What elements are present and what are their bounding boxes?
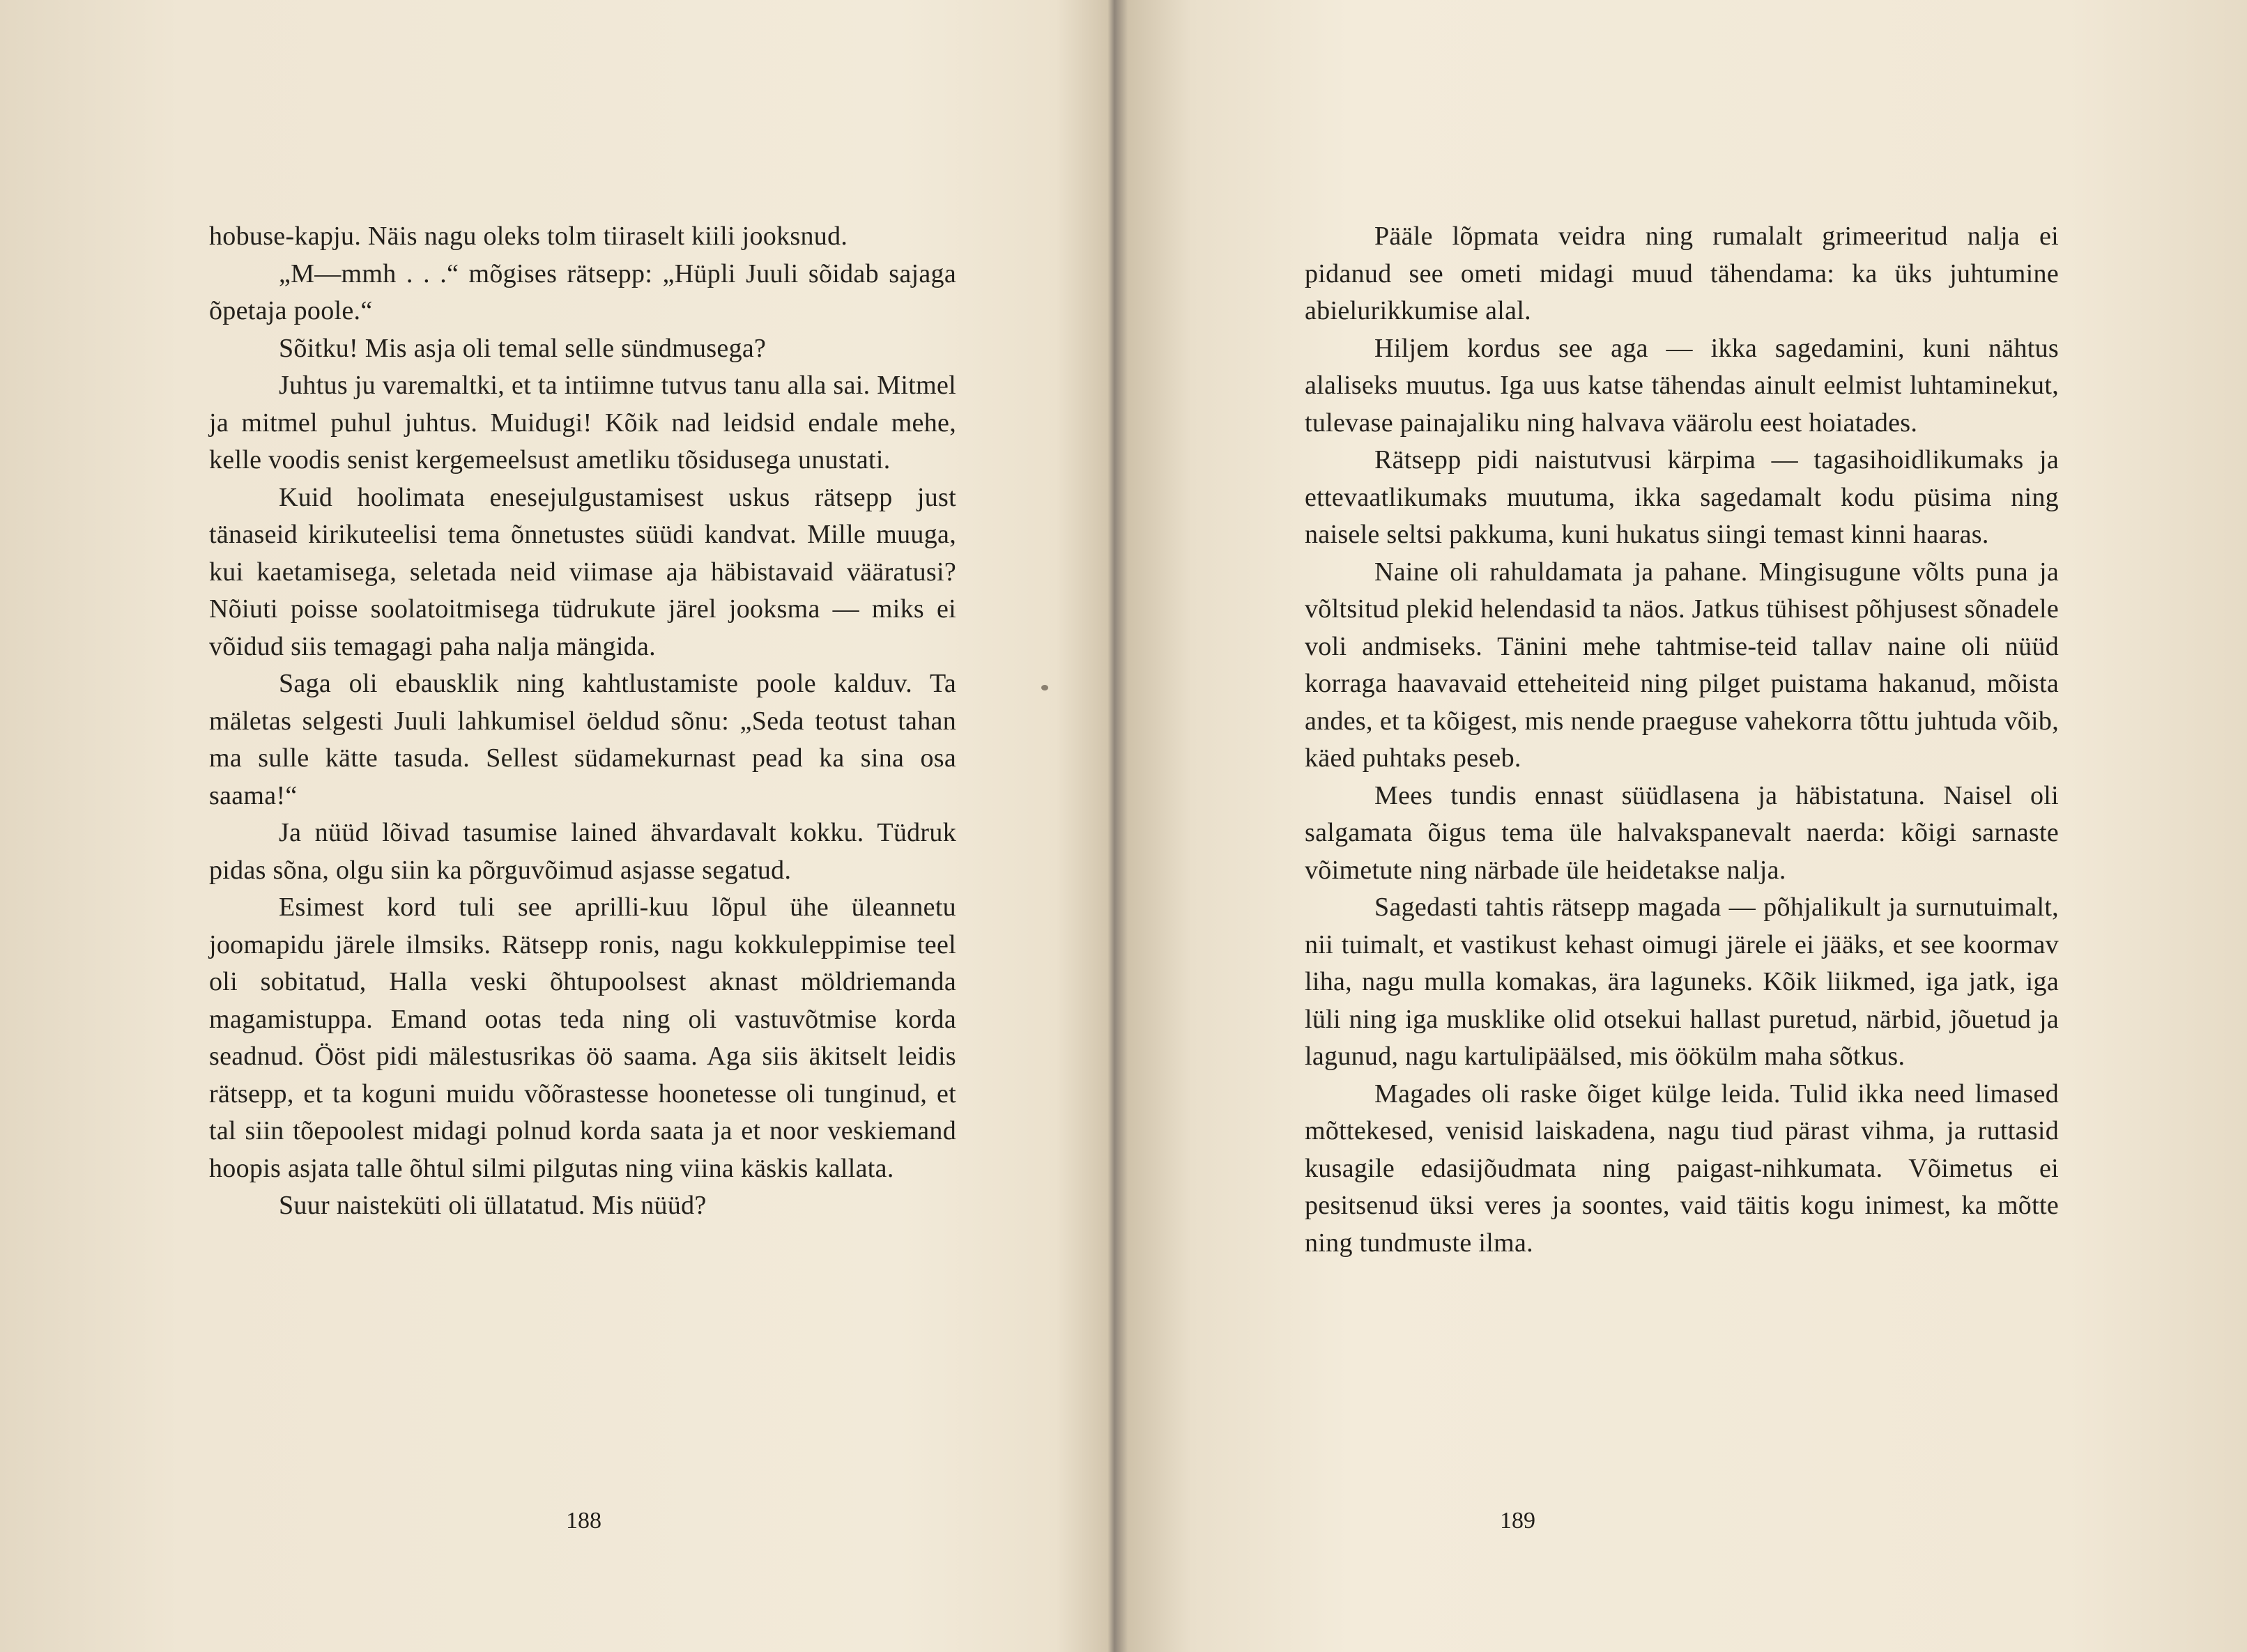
paragraph: Sagedasti tahtis rätsepp magada — põhjalikult ja surnutuimalt, nii tuimalt, et vastikust kehast oimugi järele ei jääks, et see koormav liha, nagu mulla komakas, ära laguneks. Kõik liikmed, iga jatk, iga lüli ning iga musklike olid otsekui hallast puretud, närbid, jõuetud ja lagunud, nagu kartulipäälsed, mis öökülm maha sõtkus. xyxy=(1305,893,2059,1071)
paragraph: Rätsepp pidi naistutvusi kärpima — tagasihoidlikumaks ja ettevaatlikumaks muutuma, ikka sagedamalt kodu püsima ning naisele seltsi pakkuma, kuni hukatus siingi temast kinni haaras. xyxy=(1305,445,2059,549)
right-page-text xyxy=(1305,218,2059,1262)
paragraph: Kuid hoolimata enesejulgustamisest uskus rätsepp just tänaseid kirikuteelisi tema õnnetustes süüdi kandvat. Mille muuga, kui kaetamisega, seletada neid viimase aja häbistavaid vääratusi? Nõiuti poisse soolatoitmisega tüdrukute järel jooksma — miks ei võidud siis temagagi paha nalja mängida. xyxy=(209,482,956,661)
ink-speck xyxy=(1041,685,1048,690)
paragraph: Mees tundis ennast süüdlasena ja häbistatuna. Naisel oli salgamata õigus tema üle halvakspanevalt naerda: kõigi sarnaste võimetute ning närbade üle heidetakse nalja. xyxy=(1305,780,2059,885)
paragraph: Sõitku! Mis asja oli temal selle sündmusega? xyxy=(279,333,767,363)
paragraph: Hiljem kordus see aga — ikka sagedamini, kuni nähtus alaliseks muutus. Iga uus katse tähendas ainult eelmist luhtaminekut, tulevase painajaliku ning halvava väärolu eest hoiatades. xyxy=(1305,333,2059,438)
paragraph: Magades oli raske õiget külge leida. Tulid ikka need limased mõttekesed, venisid laiskadena, nagu tiud pärast vihma, ja ruttasid kusagile edasijõudmata ning paigast-nihkumata. Võimetus ei pesitsenud üksi veres ja soontes, vaid täitis kogu inimest, ka mõtte ning tundmuste ilma. xyxy=(1305,1079,2059,1258)
paragraph: Esimest kord tuli see aprilli-kuu lõpul ühe üleannetu joomapidu järele ilmsiks. Rätsepp ronis, nagu kokkuleppimise teel oli sobitatud, Halla veski õhtupoolsest aknast möldriemanda magamistuppa. Emand ootas teda ning oli vastuvõtmise korda seadnud. Ööst pidi mälestusrikas öö saama. Aga siis äkitselt leidis rätsepp, et ta koguni muidu võõrastesse hoonetesse oli tunginud, et tal siin tõepoolest midagi polnud korda saata ja et noor veskiemand hoopis asjata talle õhtul silmi pilgutas ning viina käskis kallata. xyxy=(209,893,956,1183)
paragraph: „M—mmh . . .“ mõgises rätsepp: „Hüpli Juuli sõidab sajaga õpetaja poole.“ xyxy=(209,258,956,325)
paragraph: Suur naisteküti oli üllatatud. Mis nüüd? xyxy=(279,1191,707,1220)
page-number: 188 xyxy=(566,1508,601,1534)
paragraph: Pääle lõpmata veidra ning rumalalt grimeeritud nalja ei pidanud see ometi midagi muud tähendama: ka üks juhtumine abielurikkumise alal. xyxy=(1305,222,2059,325)
page-number: 189 xyxy=(1500,1508,1535,1534)
paragraph: Juhtus ju varemaltki, et ta intiimne tutvus tanu alla sai. Mitmel ja mitmel puhul juhtus. Muidugi! Kõik nad leidsid endale mehe, kelle voodis senist kergemeelsust ametliku tõsidusega unustati. xyxy=(209,371,956,474)
paragraph: hobuse-kapju. Näis nagu oleks tolm tiiraselt kiili jooksnud. xyxy=(209,222,848,251)
paragraph: Naine oli rahuldamata ja pahane. Mingisugune võlts puna ja võltsitud plekid helendasid ta näos. Jatkus tühisest põhjusest sõnadele voli andmiseks. Tänini mehe tahtmise-teid tallav naine oli nüüd korraga haavavaid etteheiteid ning pilget puistama hakanud, mõista andes, et ta kõigest, mis nende praeguse vahekorra tõttu juhtuda võib, käed puhtaks peseb. xyxy=(1305,557,2059,773)
right-page xyxy=(1124,0,2247,1652)
paragraph: Saga oli ebausklik ning kahtlustamiste poole kalduv. Ta mäletas selgesti Juuli lahkumisel öeldud sõnu: „Seda teotust tahan ma sulle kätte tasuda. Sellest südamekurnast pead ka sina osa saama!“ xyxy=(209,669,956,810)
paragraph: Ja nüüd lõivad tasumise lained ähvardavalt kokku. Tüdruk pidas sõna, olgu siin ka põrguvõimud asjasse segatud. xyxy=(209,818,956,885)
left-page-text xyxy=(209,218,956,1225)
